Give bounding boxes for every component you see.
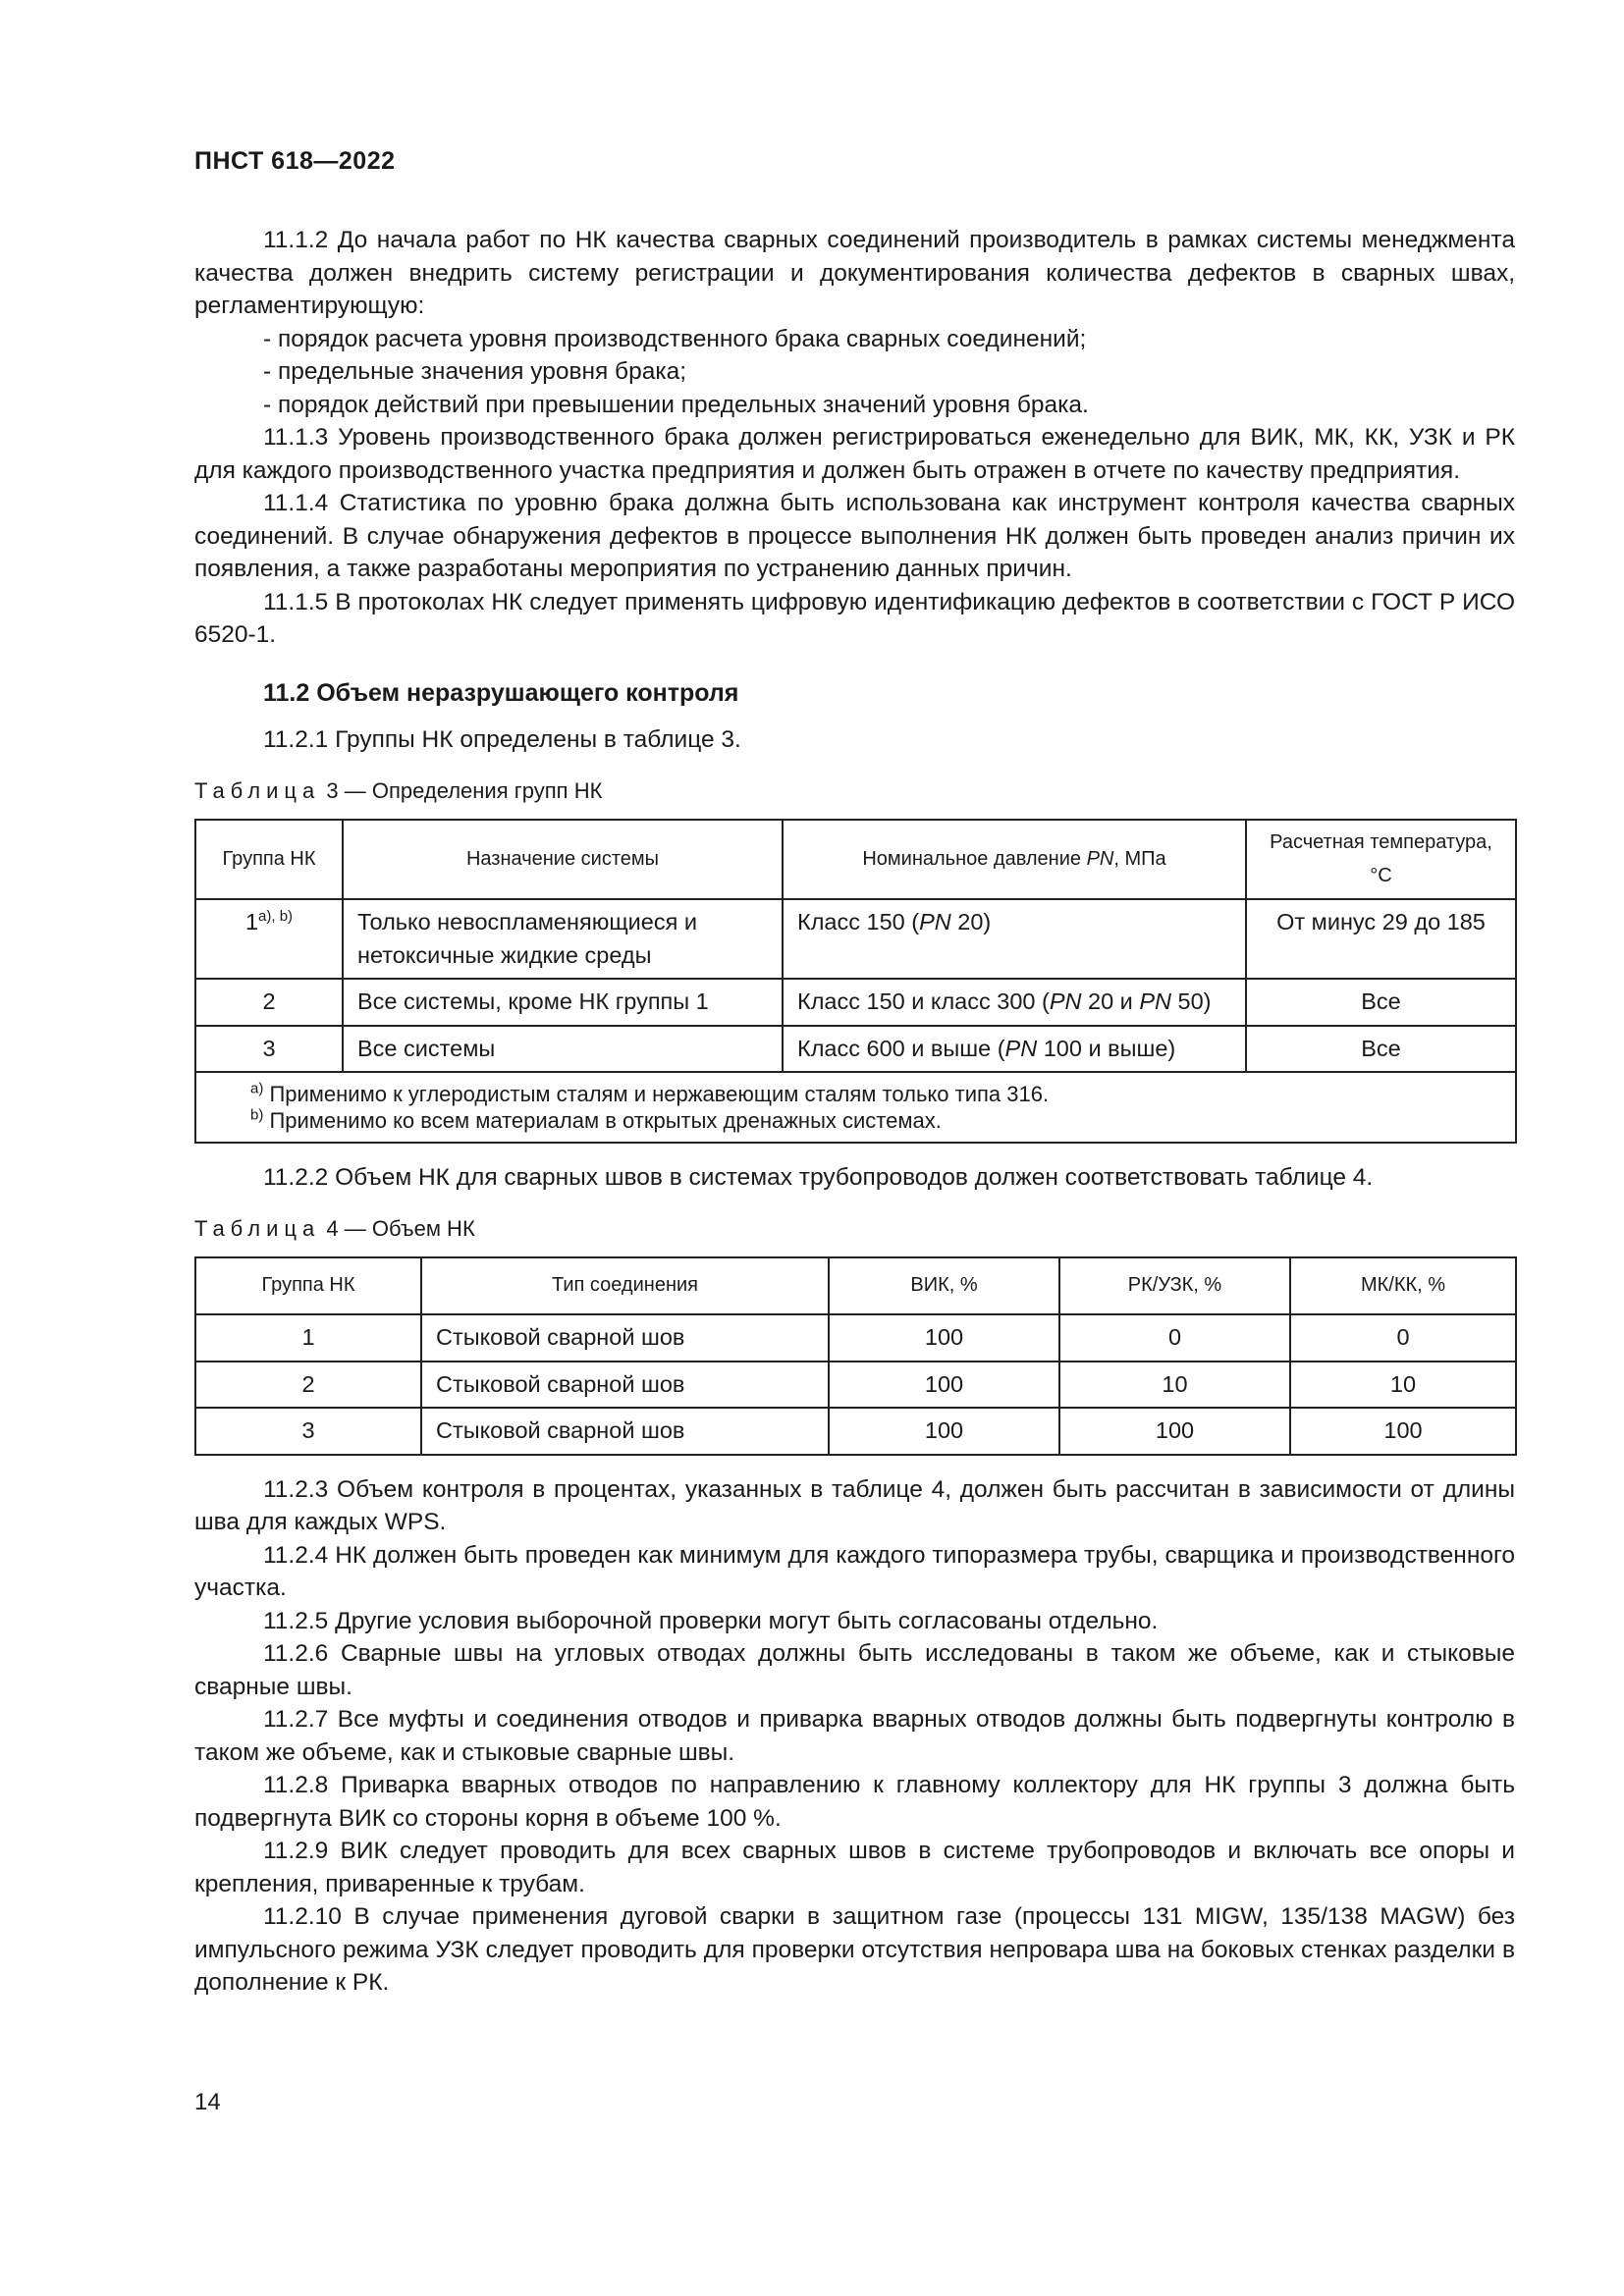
cell-mk-kk: 10 [1290,1362,1516,1409]
list-item: - порядок расчета уровня производственного брака сварных соединений; [263,325,1087,352]
paragraph-11-2-10: 11.2.10 В случае применения дуговой сварки в защитном газе (процессы 131 MIGW, 135/138 MAGW) без импульсного режима УЗК следует проводить для проверки отсутствия непровара шва на боковых стенках разделки в дополнение к РК. [194,1903,1515,1996]
cell-group: 2 [195,979,343,1026]
paragraph-11-2-9: 11.2.9 ВИК следует проводить для всех сварных швов в системе трубопроводов и включать все опоры и крепления, приваренные к трубам. [194,1838,1515,1897]
paragraph-11-2-1: 11.2.1 Группы НК определены в таблице 3. [263,726,741,753]
cell-purpose: Все системы [343,1026,783,1073]
header-pressure-pre: Номинальное давление [862,847,1087,870]
paragraph-11-2-3: 11.2.3 Объем контроля в процентах, указанных в таблице 4, должен быть рассчитан в зависимости от длины шва для каждых WPS. [194,1475,1515,1535]
paragraph-11-1-5: 11.1.5 В протоколах НК следует применять цифровую идентификацию дефектов в соответствии с ГОСТ Р ИСО 6520-1. [194,588,1515,648]
pressure-pn: PN [919,909,951,934]
pressure-pn: PN [1139,988,1171,1014]
cell-pressure [783,899,1246,979]
footnote-text: Применимо ко всем материалам в открытых дренажных системах. [263,1108,942,1133]
table-caption-title: 4 — Объем НК [326,1215,475,1241]
paragraph-11-1-2: 11.1.2 До начала работ по НК качества сварных соединений производитель в рамках системы менеджмента качества должен внедрить систему регистрации и документирования количества дефектов в сварных швах, регламентирующую: [194,227,1515,319]
cell-rk-uzk: 10 [1059,1362,1290,1409]
table-4 [194,1256,1517,1456]
cell-temperature: От минус 29 до 185 [1246,899,1516,979]
table-3 [194,819,1517,1144]
footnote-b [250,1107,1501,1134]
cell-group: 1 [195,1314,421,1362]
pressure-pn: PN [1049,988,1082,1014]
page-number: 14 [194,2089,221,2115]
footnote-mark: a) [250,1080,264,1097]
header-purpose: Назначение системы [343,820,783,899]
pressure-text: 100 и выше) [1037,1035,1176,1061]
cell-joint-type: Стыковой сварной шов [421,1408,829,1455]
pressure-text: Класс 150 ( [797,909,920,934]
list-item: - предельные значения уровня брака; [263,358,687,385]
cell-pressure [783,1026,1246,1073]
cell-temperature: Все [1246,979,1516,1026]
footnote-a [250,1081,1501,1107]
cell-purpose: Только невоспламеняющиеся и нетоксичные жидкие среды [343,899,783,979]
table-row [195,1026,1516,1073]
table-row [195,979,1516,1026]
table-row [195,899,1516,979]
paragraph-11-2-7: 11.2.7 Все муфты и соединения отводов и приварка вварных отводов должны быть подвергнуты контролю в таком же объеме, как и стыковые сварные швы. [194,1706,1515,1766]
table-row [195,1362,1516,1409]
footnote-text: Применимо к углеродистым сталям и нержавеющим сталям только типа 316. [263,1082,1050,1106]
footnote-mark: b) [250,1106,264,1124]
pressure-text: 50) [1171,988,1212,1014]
paragraph-11-2-8: 11.2.8 Приварка вварных отводов по направлению к главному коллектору для НК группы 3 должна быть подвергнута ВИК со стороны корня в объеме 100 %. [194,1772,1515,1832]
table-notes [195,1072,1516,1143]
pressure-text: Класс 600 и выше ( [797,1035,1005,1061]
cell-group: 3 [195,1408,421,1455]
section-title-11-2: 11.2 Объем неразрушающего контроля [263,678,739,707]
group-value: 1 [244,909,259,934]
footnote-mark: a), b) [258,908,294,926]
pressure-text: 20 и [1081,988,1140,1014]
table-caption-word: Таблица [194,1215,321,1241]
header-pressure [783,820,1246,899]
paragraph-11-2-5: 11.2.5 Другие условия выборочной проверки могут быть согласованы отдельно. [263,1607,1159,1634]
header-group: Группа НК [195,820,343,899]
header-vik: ВИК, % [829,1257,1059,1314]
pressure-text: 20) [950,909,992,934]
paragraph-11-2-2: 11.2.2 Объем НК для сварных швов в системах трубопроводов должен соответствовать таблице 4. [263,1164,1374,1191]
document-body [194,224,1515,2000]
header-pressure-pn: PN [1086,847,1114,870]
table-notes-row [195,1072,1516,1143]
table-header-row [195,1257,1516,1314]
cell-joint-type: Стыковой сварной шов [421,1314,829,1362]
cell-mk-kk: 100 [1290,1408,1516,1455]
table-row [195,1314,1516,1362]
header-pressure-post: , МПа [1113,847,1166,870]
paragraph-11-2-6: 11.2.6 Сварные швы на угловых отводах должны быть исследованы в таком же объеме, как и стыковые сварные швы. [194,1640,1515,1700]
header-mk-kk: МК/КК, % [1290,1257,1516,1314]
table-header-row [195,820,1516,899]
table-3-caption [194,774,1515,808]
cell-rk-uzk: 100 [1059,1408,1290,1455]
header-joint-type: Тип соединения [421,1257,829,1314]
document-page [194,0,1515,2296]
cell-vik: 100 [829,1362,1059,1409]
cell-vik: 100 [829,1314,1059,1362]
cell-temperature: Все [1246,1026,1516,1073]
cell-group [195,899,343,979]
paragraph-11-1-3: 11.1.3 Уровень производственного брака должен регистрироваться еженедельно для ВИК, МК, КК, УЗК и РК для каждого производственного участка предприятия и должен быть отражен в отчете по качеству предприятия. [194,424,1515,484]
table-4-caption [194,1212,1515,1246]
table-caption-word: Таблица [194,777,321,803]
paragraph-11-1-4: 11.1.4 Статистика по уровню брака должна быть использована как инструмент контроля качества сварных соединений. В случае обнаружения дефектов в процессе выполнения НК должен быть проведен анализ причин их появления, а также разработаны мероприятия по устранению данных причин. [194,490,1515,582]
cell-group: 2 [195,1362,421,1409]
paragraph-11-2-4: 11.2.4 НК должен быть проведен как минимум для каждого типоразмера трубы, сварщика и производственного участка. [194,1541,1515,1601]
cell-group: 3 [195,1026,343,1073]
table-caption-title: 3 — Определения групп НК [326,777,603,803]
cell-vik: 100 [829,1408,1059,1455]
cell-rk-uzk: 0 [1059,1314,1290,1362]
header-rk-uzk: РК/УЗК, % [1059,1257,1290,1314]
cell-purpose: Все системы, кроме НК группы 1 [343,979,783,1026]
pressure-text: Класс 150 и класс 300 ( [797,988,1050,1014]
list-item: - порядок действий при превышении предельных значений уровня брака. [263,391,1089,418]
pressure-pn: PN [1004,1035,1038,1061]
document-id: ПНСТ 618—2022 [194,147,396,175]
header-temperature: Расчетная температура, °C [1246,820,1516,899]
cell-joint-type: Стыковой сварной шов [421,1362,829,1409]
cell-mk-kk: 0 [1290,1314,1516,1362]
cell-pressure [783,979,1246,1026]
table-row [195,1408,1516,1455]
header-group: Группа НК [195,1257,421,1314]
